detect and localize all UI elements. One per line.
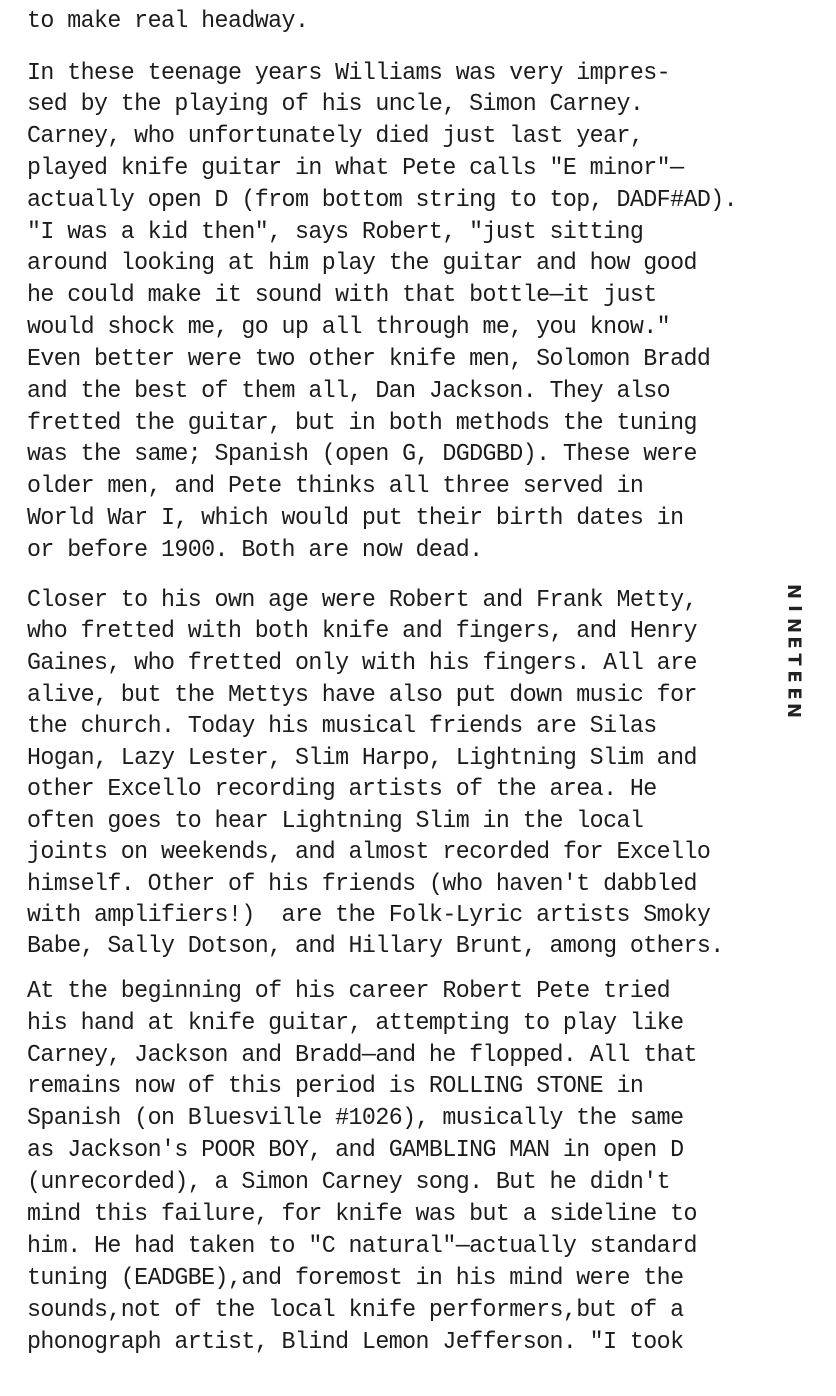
text-line: sed by the playing of his uncle, Simon Carney. bbox=[27, 91, 644, 118]
text-line: often goes to hear Lightning Slim in the local bbox=[27, 808, 644, 835]
text-line: him. He had taken to "C natural"—actually standard bbox=[27, 1233, 697, 1260]
text-line: remains now of this period is ROLLING STONE in bbox=[27, 1073, 644, 1100]
text-line: would shock me, go up all through me, you know." bbox=[27, 314, 671, 341]
page-number-mark bbox=[781, 583, 807, 743]
page-mark-letter: N bbox=[783, 617, 805, 634]
text-line: World War I, which would put their birth dates in bbox=[27, 505, 684, 532]
text-line: or before 1900. Both are now dead. bbox=[27, 537, 483, 564]
text-line: Spanish (on Bluesville #1026), musically the same bbox=[27, 1105, 684, 1132]
text-line: and the best of them all, Dan Jackson. They also bbox=[27, 378, 671, 405]
text-line: actually open D (from bottom string to top, DADF#AD). bbox=[27, 187, 738, 214]
text-line: alive, but the Mettys have also put down music for bbox=[27, 682, 697, 709]
page-mark-letter: E bbox=[783, 636, 805, 649]
text-line: was the same; Spanish (open G, DGDGBD). These were bbox=[27, 441, 697, 468]
text-line: sounds,not of the local knife performers,but of a bbox=[27, 1297, 684, 1324]
text-line: older men, and Pete thinks all three served in bbox=[27, 473, 644, 500]
text-line: the church. Today his musical friends are Silas bbox=[27, 713, 657, 740]
text-line: played knife guitar in what Pete calls "E minor"— bbox=[27, 155, 684, 182]
page-mark-letter: N bbox=[783, 583, 805, 600]
text-line: joints on weekends, and almost recorded for Excello bbox=[27, 839, 711, 866]
text-line: who fretted with both knife and fingers, and Henry bbox=[27, 618, 697, 645]
text-line: his hand at knife guitar, attempting to play like bbox=[27, 1010, 684, 1037]
text-line: himself. Other of his friends (who haven't dabbled bbox=[27, 871, 697, 898]
text-line: with amplifiers!) are the Folk-Lyric artists Smoky bbox=[27, 902, 711, 929]
text-line: Carney, who unfortunately died just last year, bbox=[27, 123, 644, 150]
text-line: tuning (EADGBE),and foremost in his mind were the bbox=[27, 1265, 684, 1292]
text-line: he could make it sound with that bottle—it just bbox=[27, 282, 657, 309]
text-line: Hogan, Lazy Lester, Slim Harpo, Lightning Slim and bbox=[27, 745, 697, 772]
text-line: as Jackson's POOR BOY, and GAMBLING MAN in open D bbox=[27, 1137, 684, 1164]
text-line: At the beginning of his career Robert Pete tried bbox=[27, 978, 671, 1005]
page-mark-letter: T bbox=[783, 653, 805, 666]
page-mark-letter: E bbox=[783, 670, 805, 683]
text-line: fretted the guitar, but in both methods the tuning bbox=[27, 410, 697, 437]
text-line: Closer to his own age were Robert and Frank Metty, bbox=[27, 587, 697, 614]
text-line: to make real headway. bbox=[27, 8, 309, 35]
text-line: Even better were two other knife men, Solomon Bradd bbox=[27, 346, 711, 373]
text-line: Gaines, who fretted only with his fingers. All are bbox=[27, 650, 697, 677]
page-mark-letter: N bbox=[783, 702, 805, 719]
text-line: "I was a kid then", says Robert, "just sitting bbox=[27, 219, 644, 246]
page-mark-letter: E bbox=[783, 687, 805, 700]
text-line: Carney, Jackson and Bradd—and he flopped. All that bbox=[27, 1042, 697, 1069]
text-line: phonograph artist, Blind Lemon Jefferson. "I took bbox=[27, 1329, 684, 1356]
page-mark-letter: I bbox=[783, 605, 805, 612]
text-line: mind this failure, for knife was but a sideline to bbox=[27, 1201, 697, 1228]
text-line: around looking at him play the guitar and how good bbox=[27, 250, 697, 277]
text-line: other Excello recording artists of the area. He bbox=[27, 776, 657, 803]
text-line: (unrecorded), a Simon Carney song. But he didn't bbox=[27, 1169, 671, 1196]
text-line: Babe, Sally Dotson, and Hillary Brunt, among others. bbox=[27, 933, 724, 960]
text-line: In these teenage years Williams was very impres- bbox=[27, 60, 671, 87]
